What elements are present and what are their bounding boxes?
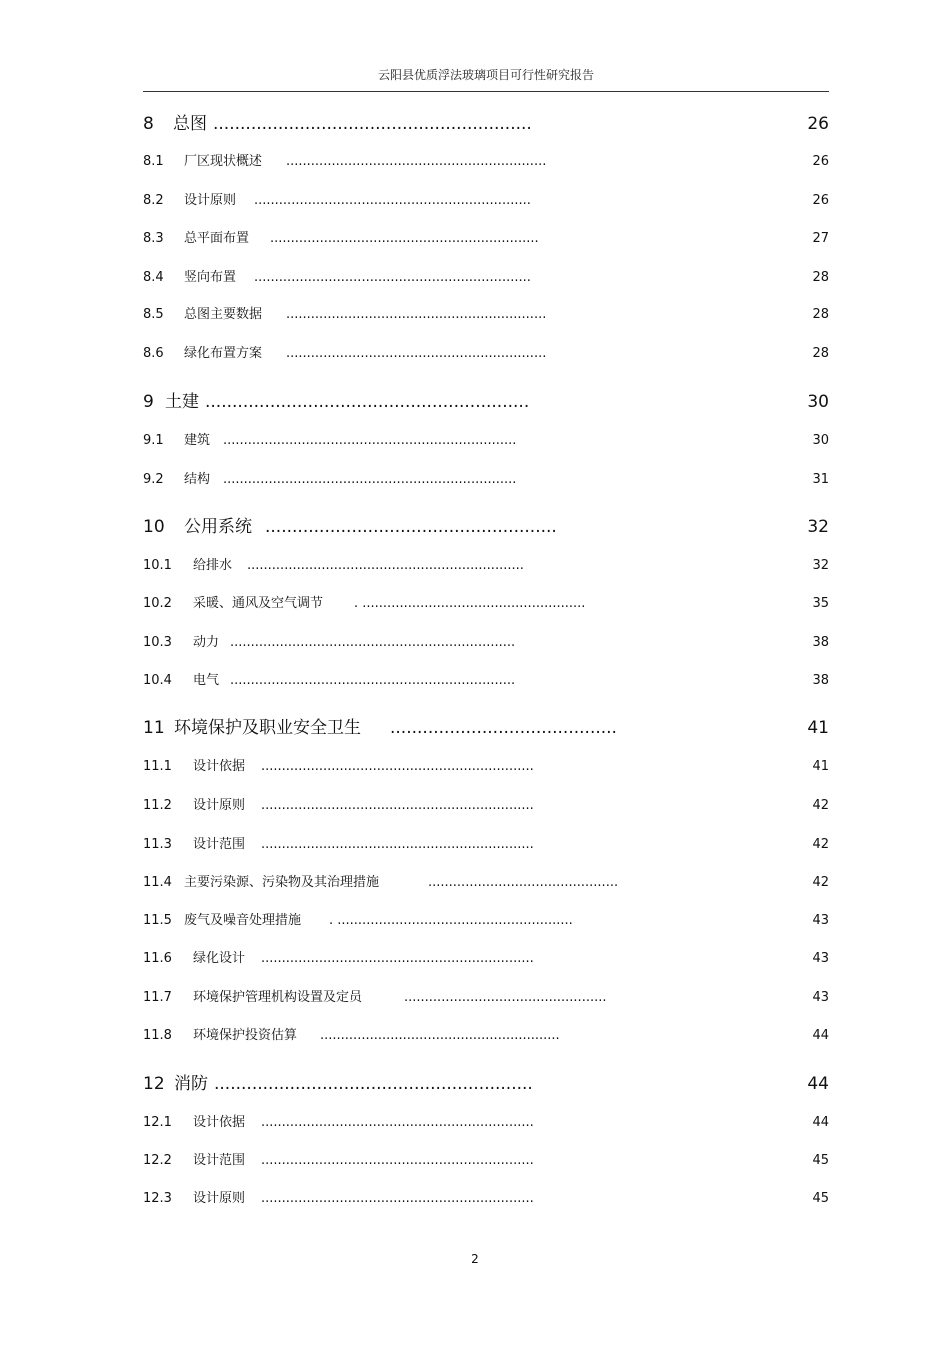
toc-title: 废气及噪音处理措施 bbox=[184, 913, 302, 928]
toc-number: 9.1 bbox=[143, 433, 164, 448]
toc-page: 26 bbox=[812, 193, 829, 208]
toc-section-11-4[interactable] bbox=[143, 871, 829, 895]
toc-page: 28 bbox=[812, 307, 829, 322]
toc-number: 8.5 bbox=[143, 307, 164, 322]
toc-number: 12.2 bbox=[143, 1153, 172, 1168]
toc-number: 11.3 bbox=[143, 837, 172, 852]
toc-leader-dots: ............................................................ bbox=[205, 392, 530, 412]
toc-title: 设计原则 bbox=[193, 1191, 246, 1206]
toc-number: 11.5 bbox=[143, 913, 172, 928]
toc-page: 43 bbox=[812, 951, 829, 966]
toc-page: 41 bbox=[807, 718, 829, 738]
toc-leader-dots: . ......................................................... bbox=[329, 913, 573, 928]
toc-page: 45 bbox=[812, 1191, 829, 1206]
toc-leader-dots: ................................................................... bbox=[247, 558, 524, 573]
toc-page: 30 bbox=[812, 433, 829, 448]
toc-section-11-6[interactable] bbox=[143, 947, 829, 971]
toc-section-12-2[interactable] bbox=[143, 1149, 829, 1173]
toc-leader-dots: ................................................. bbox=[404, 990, 607, 1005]
toc-section-12-3[interactable] bbox=[143, 1187, 829, 1211]
toc-title: 环境保护投资估算 bbox=[193, 1028, 298, 1043]
toc-leader-dots: ............................................................... bbox=[286, 307, 547, 322]
toc-number: 11.1 bbox=[143, 759, 172, 774]
toc-section-10-2[interactable] bbox=[143, 592, 829, 616]
toc-page: 38 bbox=[812, 673, 829, 688]
toc-number: 10.3 bbox=[143, 635, 172, 650]
toc-section-8-5[interactable] bbox=[143, 303, 829, 327]
toc-leader-dots: .................................................................. bbox=[261, 1153, 534, 1168]
toc-number: 12.1 bbox=[143, 1115, 172, 1130]
toc-page: 41 bbox=[812, 759, 829, 774]
toc-leader-dots: ................................................................. bbox=[270, 231, 539, 246]
toc-page: 42 bbox=[812, 798, 829, 813]
toc-leader-dots: .............................................. bbox=[428, 875, 619, 890]
toc-title: 厂区现状概述 bbox=[184, 154, 263, 169]
toc-title: 设计原则 bbox=[184, 193, 237, 208]
header-divider bbox=[143, 91, 829, 92]
toc-title: 动力 bbox=[193, 635, 220, 650]
toc-page: 43 bbox=[812, 913, 829, 928]
toc-chapter-12[interactable] bbox=[143, 1072, 829, 1096]
toc-section-8-6[interactable] bbox=[143, 342, 829, 366]
toc-chapter-9[interactable] bbox=[143, 390, 829, 414]
page-number: 2 bbox=[471, 1252, 479, 1266]
toc-title: 总图主要数据 bbox=[184, 307, 263, 322]
toc-page: 44 bbox=[812, 1028, 829, 1043]
toc-section-10-3[interactable] bbox=[143, 631, 829, 655]
toc-number: 11.7 bbox=[143, 990, 172, 1005]
toc-number: 9 bbox=[143, 392, 154, 412]
toc-number: 12 bbox=[143, 1074, 165, 1094]
toc-title: 环境保护管理机构设置及定员 bbox=[193, 990, 363, 1005]
toc-leader-dots: .................................................................. bbox=[261, 798, 534, 813]
toc-section-8-4[interactable] bbox=[143, 266, 829, 290]
toc-section-11-3[interactable] bbox=[143, 833, 829, 857]
toc-title: 建筑 bbox=[184, 433, 211, 448]
toc-page: 44 bbox=[807, 1074, 829, 1094]
toc-number: 10.2 bbox=[143, 596, 172, 611]
toc-title: 结构 bbox=[184, 472, 211, 487]
toc-section-8-3[interactable] bbox=[143, 227, 829, 251]
toc-title: 设计原则 bbox=[193, 798, 246, 813]
toc-leader-dots: .................................................................. bbox=[261, 1115, 534, 1130]
toc-leader-dots: .......................................... bbox=[390, 718, 617, 738]
toc-page: 27 bbox=[812, 231, 829, 246]
toc-title: 设计范围 bbox=[193, 1153, 246, 1168]
toc-title: 竖向布置 bbox=[184, 270, 237, 285]
toc-section-11-8[interactable] bbox=[143, 1024, 829, 1048]
toc-section-9-1[interactable] bbox=[143, 429, 829, 453]
toc-title: 设计范围 bbox=[193, 837, 246, 852]
toc-leader-dots: .......................................................... bbox=[320, 1028, 560, 1043]
toc-leader-dots: ..................................................................... bbox=[230, 635, 516, 650]
toc-title: 消防 bbox=[174, 1074, 208, 1094]
toc-number: 12.3 bbox=[143, 1191, 172, 1206]
toc-section-8-1[interactable] bbox=[143, 150, 829, 174]
toc-page: 31 bbox=[812, 472, 829, 487]
toc-title: 土建 bbox=[165, 392, 199, 412]
toc-number: 10 bbox=[143, 517, 165, 537]
toc-leader-dots: ....................................................................... bbox=[223, 472, 517, 487]
toc-leader-dots: .................................................................. bbox=[261, 837, 534, 852]
toc-leader-dots: ...................................................... bbox=[265, 517, 557, 537]
toc-section-11-5[interactable] bbox=[143, 909, 829, 933]
toc-title: 电气 bbox=[193, 673, 220, 688]
toc-title: 总图 bbox=[173, 114, 207, 134]
toc-leader-dots: ................................................................... bbox=[254, 193, 531, 208]
toc-page: 28 bbox=[812, 346, 829, 361]
toc-leader-dots: ........................................................... bbox=[213, 114, 532, 134]
toc-title: 公用系统 bbox=[184, 517, 252, 537]
toc-page: 42 bbox=[812, 875, 829, 890]
toc-chapter-11[interactable] bbox=[143, 716, 829, 740]
toc-number: 8.1 bbox=[143, 154, 164, 169]
toc-title: 总平面布置 bbox=[184, 231, 250, 246]
toc-number: 8 bbox=[143, 114, 154, 134]
toc-section-9-2[interactable] bbox=[143, 468, 829, 492]
toc-number: 8.2 bbox=[143, 193, 164, 208]
toc-section-10-4[interactable] bbox=[143, 669, 829, 693]
toc-leader-dots: ............................................................... bbox=[286, 154, 547, 169]
toc-number: 11.2 bbox=[143, 798, 172, 813]
toc-leader-dots: .................................................................. bbox=[261, 1191, 534, 1206]
toc-section-10-1[interactable] bbox=[143, 554, 829, 578]
toc-number: 11 bbox=[143, 718, 165, 738]
toc-leader-dots: .................................................................. bbox=[261, 951, 534, 966]
toc-leader-dots: ..................................................................... bbox=[230, 673, 516, 688]
toc-title: 设计依据 bbox=[193, 759, 246, 774]
toc-page: 26 bbox=[807, 114, 829, 134]
toc-title: 主要污染源、污染物及其治理措施 bbox=[184, 875, 380, 890]
toc-number: 11.4 bbox=[143, 875, 172, 890]
toc-section-11-2[interactable] bbox=[143, 794, 829, 818]
toc-leader-dots: . ...................................................... bbox=[354, 596, 586, 611]
toc-title: 采暖、通风及空气调节 bbox=[193, 596, 324, 611]
toc-number: 10.4 bbox=[143, 673, 172, 688]
toc-leader-dots: .................................................................. bbox=[261, 759, 534, 774]
toc-chapter-10[interactable] bbox=[143, 515, 829, 539]
toc-number: 9.2 bbox=[143, 472, 164, 487]
toc-page: 42 bbox=[812, 837, 829, 852]
toc-page: 44 bbox=[812, 1115, 829, 1130]
toc-page: 26 bbox=[812, 154, 829, 169]
toc-page: 28 bbox=[812, 270, 829, 285]
toc-page: 35 bbox=[812, 596, 829, 611]
toc-page: 38 bbox=[812, 635, 829, 650]
toc-number: 10.1 bbox=[143, 558, 172, 573]
toc-title: 环境保护及职业安全卫生 bbox=[174, 718, 361, 738]
toc-page: 32 bbox=[812, 558, 829, 573]
toc-number: 8.4 bbox=[143, 270, 164, 285]
toc-number: 11.6 bbox=[143, 951, 172, 966]
toc-section-12-1[interactable] bbox=[143, 1111, 829, 1135]
toc-section-11-1[interactable] bbox=[143, 755, 829, 779]
toc-page: 43 bbox=[812, 990, 829, 1005]
page-header-title: 云阳县优质浮法玻璃项目可行性研究报告 bbox=[377, 68, 594, 82]
toc-page: 32 bbox=[807, 517, 829, 537]
toc-title: 绿化布置方案 bbox=[184, 346, 263, 361]
toc-section-8-2[interactable] bbox=[143, 189, 829, 213]
toc-leader-dots: ............................................................... bbox=[286, 346, 547, 361]
toc-title: 设计依据 bbox=[193, 1115, 246, 1130]
toc-leader-dots: ....................................................................... bbox=[223, 433, 517, 448]
toc-number: 8.3 bbox=[143, 231, 164, 246]
toc-title: 给排水 bbox=[193, 558, 233, 573]
toc-title: 绿化设计 bbox=[193, 951, 246, 966]
toc-chapter-8[interactable] bbox=[143, 112, 829, 136]
toc-page: 30 bbox=[807, 392, 829, 412]
toc-section-11-7[interactable] bbox=[143, 986, 829, 1010]
toc-leader-dots: ................................................................... bbox=[254, 270, 531, 285]
toc-number: 8.6 bbox=[143, 346, 164, 361]
toc-number: 11.8 bbox=[143, 1028, 172, 1043]
toc-leader-dots: ........................................................... bbox=[214, 1074, 533, 1094]
toc-page: 45 bbox=[812, 1153, 829, 1168]
